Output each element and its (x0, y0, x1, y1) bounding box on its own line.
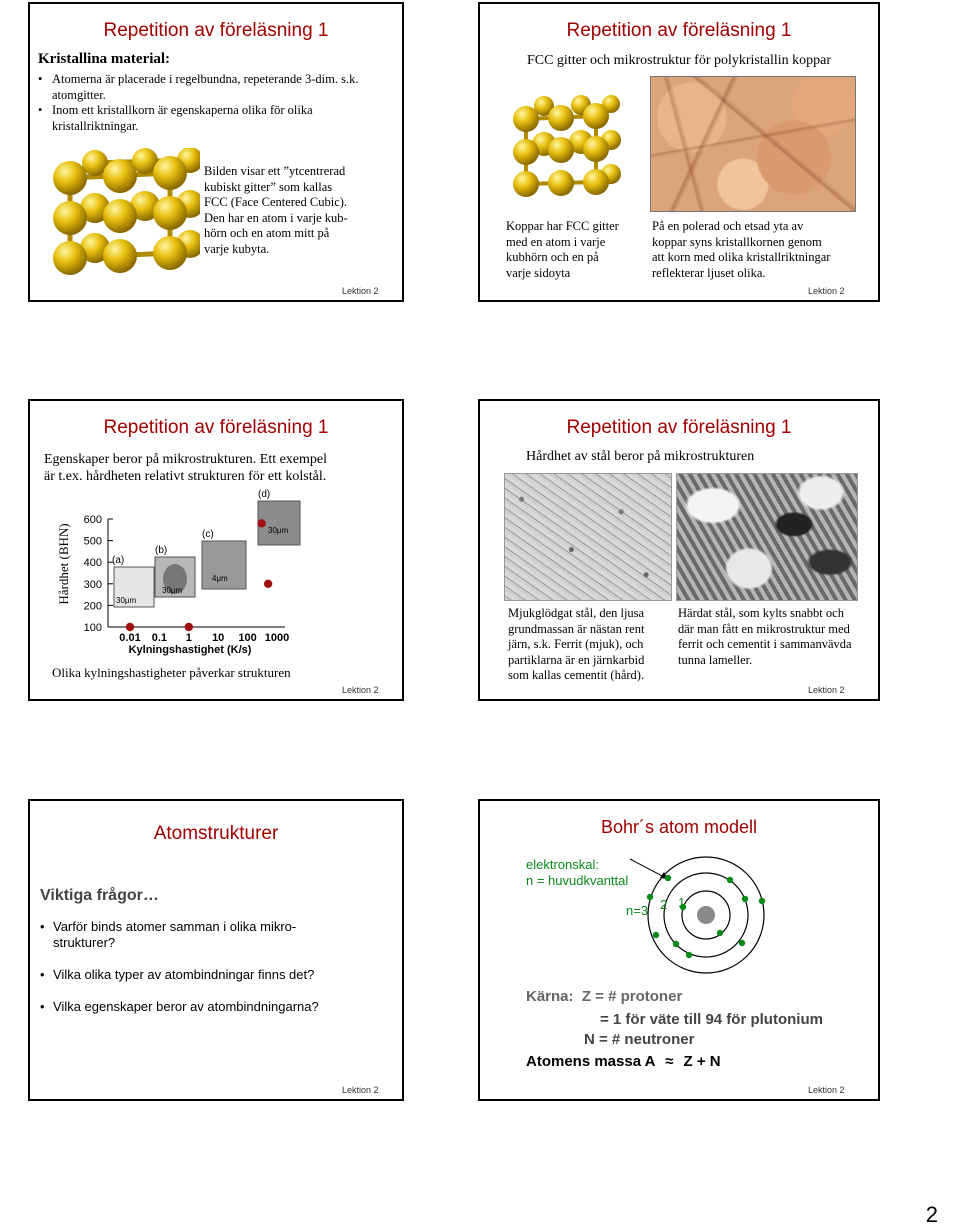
chart-caption: Olika kylningshastigheter påverkar strukturen (52, 665, 291, 680)
bullet-item: • Inom ett kristallkorn är egenskaperna olika för olika kristallriktningar. (36, 103, 366, 134)
slide-heading: Kristallina material: (38, 51, 171, 67)
y-axis-label: Hårdhet (BHN) (56, 523, 71, 605)
fcc-copper-lattice-image (506, 94, 621, 204)
caption-line: där man fått en mikrostruktur med (678, 621, 850, 636)
annealed-steel-image (504, 473, 672, 601)
caption-line: Bilden visar ett ”ytcentrerad (204, 164, 346, 178)
slide-footer: Lektion 2 (342, 286, 379, 296)
slide-1 (28, 2, 404, 302)
x-tick-label: 10 (212, 632, 225, 644)
x-axis-label: Kylningshastighet (K/s) (128, 644, 252, 656)
shell-label (526, 857, 628, 889)
caption-line: kubhörn och en på (506, 250, 599, 264)
nucleus-z-range: = 1 för väte till 94 för plutonium (600, 1011, 823, 1028)
caption-line: På en polerad och etsad yta av (652, 219, 804, 233)
caption-line: tunna lameller. (678, 652, 753, 667)
bullet-line: Vilka olika typer av atombindningar finns det? (53, 967, 315, 982)
nucleus-z-line: Kärna: Z = # protoner (526, 988, 683, 1005)
caption-line: med en atom i varje (506, 234, 606, 249)
y-tick-label: 400 (83, 557, 102, 570)
slide-heading: Viktiga frågor… (40, 887, 159, 904)
caption-line: järn, s.k. Ferrit (mjuk), och (508, 637, 644, 651)
slide-footer: Lektion 2 (342, 685, 379, 695)
slide-3 (28, 399, 404, 701)
slide-subtitle: FCC gitter och mikrostruktur för polykristallin koppar (526, 53, 832, 68)
hardened-caption (678, 606, 878, 668)
atomic-mass-line (526, 1053, 721, 1070)
bullet-item: • Vilka egenskaper beror av atombindningarna? (40, 999, 390, 1015)
inset-a (112, 555, 154, 607)
caption-line: varje kubyta. (204, 241, 270, 256)
slide-5 (28, 799, 404, 1101)
x-tick-label: 1 (185, 632, 192, 644)
page-number: 2 (925, 1202, 938, 1227)
data-point (264, 580, 272, 588)
inset-scale: 30μm (162, 586, 183, 595)
caption-line: varje sidoyta (506, 265, 571, 280)
inset-c (202, 529, 246, 589)
inset-d (258, 489, 300, 545)
y-tick-label: 300 (83, 578, 102, 591)
caption-line: som kallas cementit (hård). (508, 668, 645, 682)
inset-label: (a) (112, 555, 125, 566)
inset-label: (c) (202, 529, 214, 540)
inset-b (155, 545, 195, 597)
caption-line: grundmassan är nästan rent (508, 621, 645, 636)
shell-label-line: elektronskal: (526, 857, 599, 872)
bullet-line: Varför binds atomer samman i olika mikro- (53, 919, 297, 934)
inset-label: (d) (258, 489, 271, 500)
nucleus (697, 906, 715, 924)
slide-title: Bohr´s atom modell (600, 817, 758, 837)
approx-symbol: ≈ (665, 1053, 674, 1070)
caption-line: partiklarna är en järnkarbid (508, 652, 645, 667)
lattice-caption (204, 164, 384, 257)
caption-line: hörn och en atom mitt på (204, 226, 330, 240)
y-tick-label: 100 (83, 622, 102, 634)
caption-line: Mjukglödgat stål, den ljusa (508, 606, 645, 620)
mass-label: Atomens massa A (526, 1053, 655, 1070)
x-tick-label: 100 (238, 632, 257, 644)
bullet-list (40, 919, 390, 1015)
slide-title: Repetition av föreläsning 1 (566, 20, 792, 41)
slide-footer: Lektion 2 (808, 286, 845, 296)
copper-microstructure-image (650, 76, 856, 212)
slide-title: Repetition av föreläsning 1 (103, 20, 329, 41)
caption-line: koppar syns kristallkornen genom (652, 234, 822, 249)
slide-subtitle: Hårdhet av stål beror på mikrostrukturen (526, 449, 755, 464)
inset-scale: 30μm (116, 596, 137, 605)
data-point (257, 519, 265, 527)
caption-line: FCC (Face Centered Cubic). (204, 195, 348, 209)
x-tick-label: 0.1 (151, 632, 168, 644)
bullet-line: Vilka egenskaper beror av atombindningarna? (53, 999, 319, 1014)
slide-2 (478, 2, 880, 302)
shell-n3-label: n=3 (626, 903, 649, 918)
x-tick-label: 1000 (264, 632, 290, 644)
inset-scale: 30μm (268, 526, 289, 535)
microstructure-caption (652, 219, 877, 281)
inset-scale: 4μm (212, 574, 228, 583)
caption-line: kubiskt gitter” som kallas (204, 179, 333, 194)
caption-line: Härdat stål, som kylts snabbt och (678, 606, 844, 620)
intro-line: Egenskaper beror på mikrostrukturen. Ett exempel (44, 452, 328, 467)
slide-6 (478, 799, 880, 1101)
hardness-chart (30, 489, 404, 669)
y-tick-label: 600 (83, 514, 102, 526)
bullet-item: • Atomerna är placerade i regelbundna, repeterande 3-dim. s.k. atomgitter. (36, 72, 366, 103)
nucleus-n-line: N = # neutroner (584, 1031, 695, 1048)
shell-label-line: n = huvudkvanttal (526, 873, 629, 888)
slide-title: Repetition av föreläsning 1 (566, 417, 792, 438)
bullet-list (36, 72, 366, 134)
y-tick-label: 200 (83, 600, 102, 613)
slide-intro (44, 451, 327, 485)
mass-value: Z + N (683, 1053, 721, 1070)
slide-title: Repetition av föreläsning 1 (103, 417, 329, 438)
x-tick-label: 0.01 (119, 632, 141, 644)
slide-footer: Lektion 2 (808, 685, 845, 695)
data-point (185, 623, 193, 631)
slide-footer: Lektion 2 (342, 1085, 379, 1095)
caption-line: Den har en atom i varje kub- (204, 210, 348, 225)
slide-4 (478, 399, 880, 701)
intro-line: är t.ex. hårdheten relativt strukturen för ett kolstål. (44, 469, 327, 484)
lattice-caption (506, 219, 646, 281)
caption-line: Koppar har FCC gitter (506, 219, 619, 233)
caption-line: reflekterar ljuset olika. (652, 265, 766, 280)
hardened-steel-image (676, 473, 858, 601)
shell-1-label: 1 (678, 895, 686, 910)
slide-footer: Lektion 2 (808, 1085, 845, 1095)
annealed-caption (508, 606, 678, 684)
fcc-lattice-image (40, 148, 200, 283)
bullet-item: • Vilka olika typer av atombindningar finns det? (40, 967, 390, 983)
caption-line: ferrit och cementit i sammanvävda (678, 637, 852, 651)
inset-label: (b) (155, 545, 168, 556)
slide-title: Atomstrukturer (153, 823, 279, 844)
bullet-item: • Varför binds atomer samman i olika mikro- strukturer? (40, 919, 390, 951)
y-tick-label: 500 (83, 535, 102, 548)
caption-line: att korn med olika kristallriktningar (652, 250, 831, 264)
shell-2-label: 2 (660, 897, 668, 912)
bullet-line: strukturer? (53, 935, 116, 950)
data-point (126, 623, 134, 631)
